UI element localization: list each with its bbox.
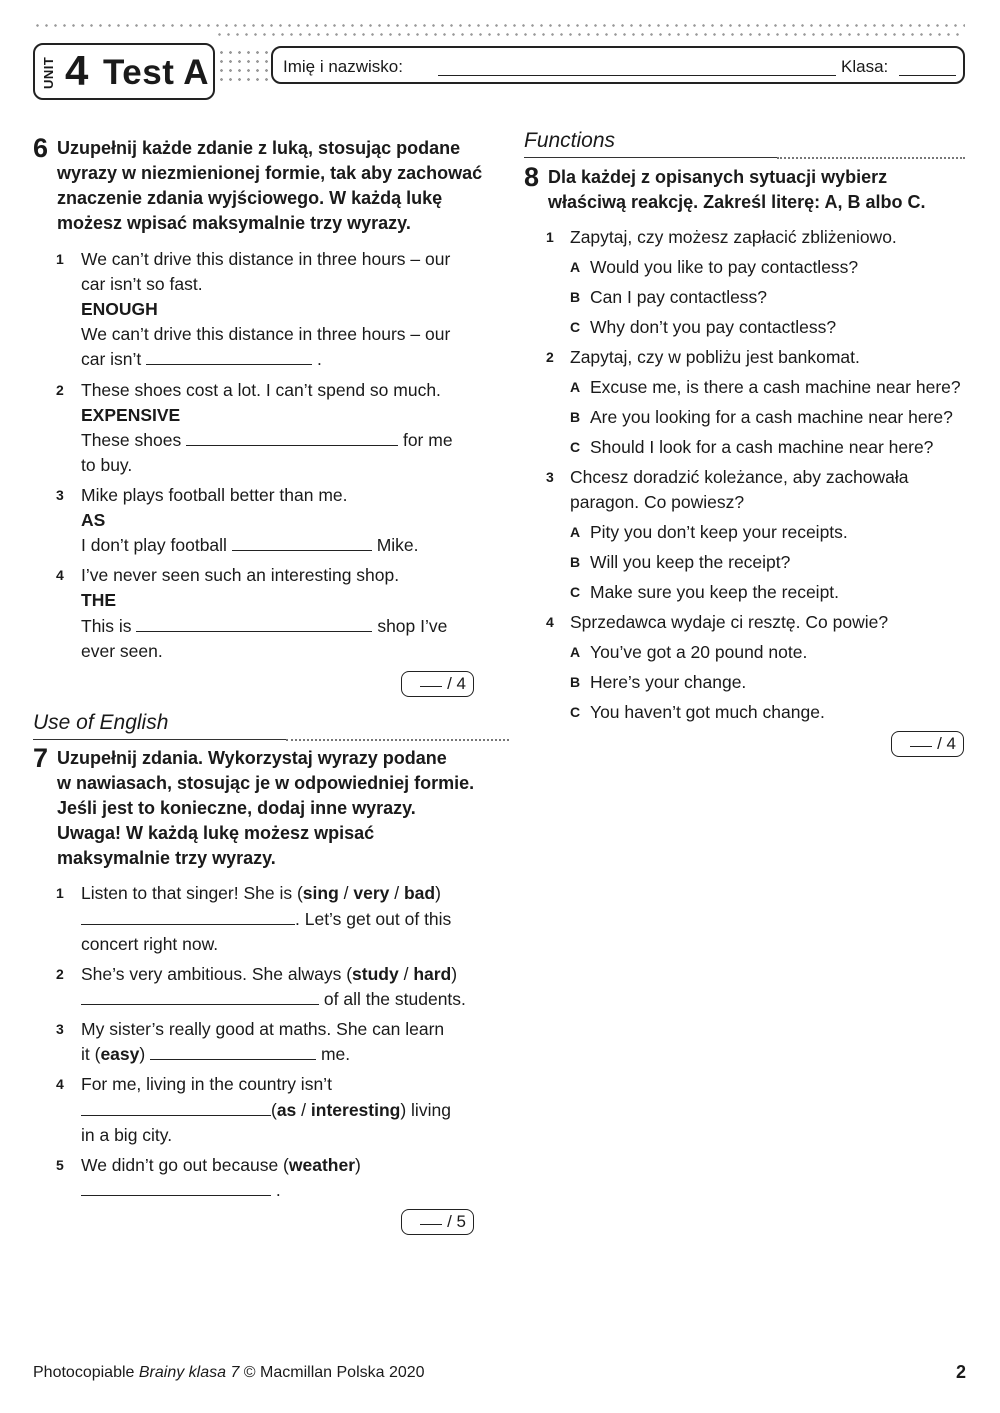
- item-text-post: ) living: [400, 1100, 451, 1120]
- item-text-pre: We didn’t go out because (: [81, 1155, 289, 1175]
- option-text: Make sure you keep the receipt.: [590, 582, 840, 602]
- item-number: 4: [56, 567, 64, 583]
- option-text: Will you keep the receipt?: [590, 552, 791, 572]
- item-number: 3: [546, 469, 554, 485]
- item-text: We can’t drive this distance in three hours – our: [81, 249, 451, 269]
- item-number: 1: [546, 229, 554, 245]
- key-word: EXPENSIVE: [81, 405, 181, 425]
- given-word: weather: [288, 1155, 356, 1175]
- option-letter[interactable]: B: [570, 289, 581, 305]
- item-text: concert right now.: [81, 934, 219, 954]
- item-text: She’s very ambitious. She always (study / hard): [81, 964, 458, 984]
- answer-blank[interactable]: [136, 614, 372, 632]
- item-text: car isn’t so fast.: [81, 274, 203, 294]
- exercise-6-number: 6: [33, 133, 49, 163]
- item-text: I’ve never seen such an interesting shop.: [81, 565, 400, 585]
- item-text-post: me.: [320, 1044, 351, 1064]
- unit-badge: [33, 43, 215, 100]
- answer-blank[interactable]: [81, 907, 295, 925]
- score-box[interactable]: [891, 731, 964, 757]
- class-field[interactable]: [899, 75, 956, 76]
- item-text-post: shop I’ve: [377, 616, 448, 636]
- item-text-mid: ): [139, 1044, 146, 1064]
- header-dots-top: [33, 21, 965, 30]
- option-text: Excuse me, is there a cash machine near here?: [590, 377, 961, 397]
- answer-blank[interactable]: [81, 1178, 271, 1196]
- item-text-post: . Let’s get out of this: [295, 909, 452, 929]
- item-text-pre: These shoes: [81, 430, 182, 450]
- given-word: bad: [403, 883, 436, 903]
- exercise-6-instruction-line2: wyrazy w niezmienionej formie, tak aby zachować: [57, 163, 483, 183]
- key-word: ENOUGH: [81, 299, 158, 319]
- option-letter[interactable]: C: [570, 439, 581, 455]
- exercise-6-instruction-line4: możesz wpisać maksymalnie trzy wyrazy.: [57, 213, 411, 233]
- option-text: Pity you don’t keep your receipts.: [590, 522, 848, 542]
- item-text-post: .: [275, 1180, 281, 1200]
- item-number: 5: [56, 1157, 64, 1173]
- option-letter[interactable]: A: [570, 379, 581, 395]
- exercise-7-instruction-line4: Uwaga! W każdą lukę możesz wpisać: [57, 823, 375, 843]
- item-text: [81, 347, 322, 372]
- item-text-pre: This is: [81, 616, 132, 636]
- option-text: Can I pay contactless?: [590, 287, 768, 307]
- item-text: ever seen.: [81, 641, 163, 661]
- score-box[interactable]: [401, 1209, 474, 1235]
- student-info-box: [271, 46, 965, 84]
- option-letter[interactable]: B: [570, 554, 581, 570]
- unit-label: UNIT: [41, 56, 56, 90]
- score-total: / 5: [447, 1212, 466, 1231]
- item-text: [81, 533, 419, 558]
- option-letter[interactable]: C: [570, 319, 581, 335]
- option-letter[interactable]: C: [570, 584, 581, 600]
- given-word: sing: [302, 883, 339, 903]
- section-title-use-of-english: Use of English: [33, 711, 169, 734]
- item-text: We can’t drive this distance in three hours – our: [81, 324, 451, 344]
- item-text-post: ): [451, 964, 458, 984]
- footer-text: Photocopiable: [33, 1364, 139, 1381]
- item-number: 3: [56, 1021, 64, 1037]
- item-number: 2: [546, 349, 554, 365]
- option-letter[interactable]: C: [570, 704, 581, 720]
- item-text: [81, 428, 453, 453]
- exercise-6-instruction-line1: Uzupełnij każde zdanie z luką, stosując podane: [57, 138, 461, 158]
- exercise-7-instruction-line2: w nawiasach, stosując je w odpowiedniej formie.: [57, 773, 475, 793]
- item-text-post: ): [435, 883, 441, 903]
- item-text: Listen to that singer! She is (sing / very / bad): [81, 883, 441, 903]
- situation-text: Zapytaj, czy w pobliżu jest bankomat.: [570, 347, 860, 367]
- item-text-post: ): [355, 1155, 361, 1175]
- situation-text: paragon. Co powiesz?: [570, 492, 745, 512]
- item-text: [81, 614, 447, 639]
- score-total: / 4: [447, 674, 466, 693]
- item-text: [81, 907, 451, 932]
- answer-blank[interactable]: [150, 1042, 316, 1060]
- item-text: These shoes cost a lot. I can’t spend so much.: [81, 380, 441, 400]
- item-text-post: for me: [402, 430, 453, 450]
- item-text-post: of all the students.: [323, 989, 466, 1009]
- key-word: THE: [81, 590, 116, 610]
- item-text: [81, 1042, 350, 1067]
- option-letter[interactable]: B: [570, 674, 581, 690]
- situation-text: Sprzedawca wydaje ci resztę. Co powie?: [570, 612, 889, 632]
- exercise-7-instruction-line3: Jeśli jest to konieczne, dodaj inne wyrazy.: [57, 798, 416, 818]
- item-number: 1: [56, 885, 64, 901]
- option-letter[interactable]: A: [570, 524, 581, 540]
- unit-number: 4: [65, 47, 89, 94]
- item-text-pre: Listen to that singer! She is (: [81, 883, 303, 903]
- option-text: Should I look for a cash machine near here?: [590, 437, 934, 457]
- item-number: 4: [546, 614, 554, 630]
- key-word: AS: [81, 510, 106, 530]
- item-text: My sister’s really good at maths. She can learn: [81, 1019, 445, 1039]
- name-label: Imię i nazwisko:: [283, 57, 403, 76]
- given-word: hard: [413, 964, 452, 984]
- answer-blank[interactable]: [232, 533, 372, 551]
- item-text: [81, 1178, 281, 1203]
- item-text-pre: it (: [81, 1044, 101, 1064]
- exercise-7-instruction-line1: Uzupełnij zdania. Wykorzystaj wyrazy podane: [57, 748, 447, 768]
- header-dots-block: [217, 48, 271, 84]
- given-word: very: [353, 883, 390, 903]
- item-number: 4: [56, 1076, 64, 1092]
- item-text: to buy.: [81, 455, 133, 475]
- item-number: 2: [56, 966, 64, 982]
- option-text: You haven’t got much change.: [590, 702, 825, 722]
- item-number: 2: [56, 382, 64, 398]
- score-total: / 4: [937, 734, 956, 753]
- option-letter[interactable]: B: [570, 409, 581, 425]
- item-text: [81, 1153, 361, 1178]
- exercise-7-number: 7: [33, 743, 49, 773]
- header-dots-top-2: [215, 30, 965, 39]
- item-text: For me, living in the country isn’t: [81, 1074, 332, 1094]
- given-word: as: [276, 1100, 297, 1120]
- name-field[interactable]: [438, 75, 836, 76]
- answer-blank[interactable]: [186, 428, 398, 446]
- answer-blank[interactable]: [81, 987, 319, 1005]
- given-word: interesting: [310, 1100, 401, 1120]
- exercise-8-instruction-line1: Dla każdej z opisanych sytuacji wybierz: [548, 167, 888, 187]
- item-number: 3: [56, 487, 64, 503]
- option-text: You’ve got a 20 pound note.: [590, 642, 808, 662]
- option-text: Why don’t you pay contactless?: [590, 317, 837, 337]
- answer-blank[interactable]: [146, 347, 312, 365]
- item-text: (as / interesting) living: [81, 1098, 451, 1123]
- item-number: 1: [56, 251, 64, 267]
- situation-text: Chcesz doradzić koleżance, aby zachowała: [570, 467, 909, 487]
- section-title-functions: Functions: [524, 129, 616, 152]
- item-text-pre: car isn’t: [81, 349, 142, 369]
- option-letter[interactable]: A: [570, 644, 581, 660]
- situation-text: Zapytaj, czy możesz zapłacić zbliżeniowo.: [570, 227, 897, 247]
- item-text-pre: I don’t play football: [81, 535, 227, 555]
- option-text: Would you like to pay contactless?: [590, 257, 859, 277]
- item-text-post: Mike.: [376, 535, 419, 555]
- given-word: study: [352, 964, 399, 984]
- score-box[interactable]: [401, 671, 474, 697]
- test-title: Test A: [103, 53, 210, 92]
- item-text-pre: She’s very ambitious. She always (: [81, 964, 353, 984]
- option-text: Are you looking for a cash machine near here?: [590, 407, 953, 427]
- option-letter[interactable]: A: [570, 259, 581, 275]
- item-text: [81, 987, 466, 1012]
- option-text: Here’s your change.: [590, 672, 747, 692]
- footer-text: © Macmillan Polska 2020: [239, 1364, 425, 1381]
- item-text: in a big city.: [81, 1125, 173, 1145]
- footer-copyright: [33, 1361, 425, 1385]
- page-number: 2: [955, 1362, 966, 1382]
- exercise-7-instruction-line5: maksymalnie trzy wyrazy.: [57, 848, 276, 868]
- item-text: Mike plays football better than me.: [81, 485, 348, 505]
- given-word: easy: [100, 1044, 140, 1064]
- exercise-8-instruction-line2: właściwą reakcję. Zakreśl literę: A, B albo C.: [548, 192, 926, 212]
- exercise-8-number: 8: [524, 162, 540, 192]
- exercise-6-instruction-line3: znaczenie zdania wyjściowego. W każdą lukę: [57, 188, 443, 208]
- answer-blank[interactable]: [81, 1098, 271, 1116]
- footer-book-title: Brainy klasa 7: [138, 1364, 240, 1381]
- item-text-post: .: [317, 349, 322, 369]
- class-label: Klasa:: [841, 57, 889, 76]
